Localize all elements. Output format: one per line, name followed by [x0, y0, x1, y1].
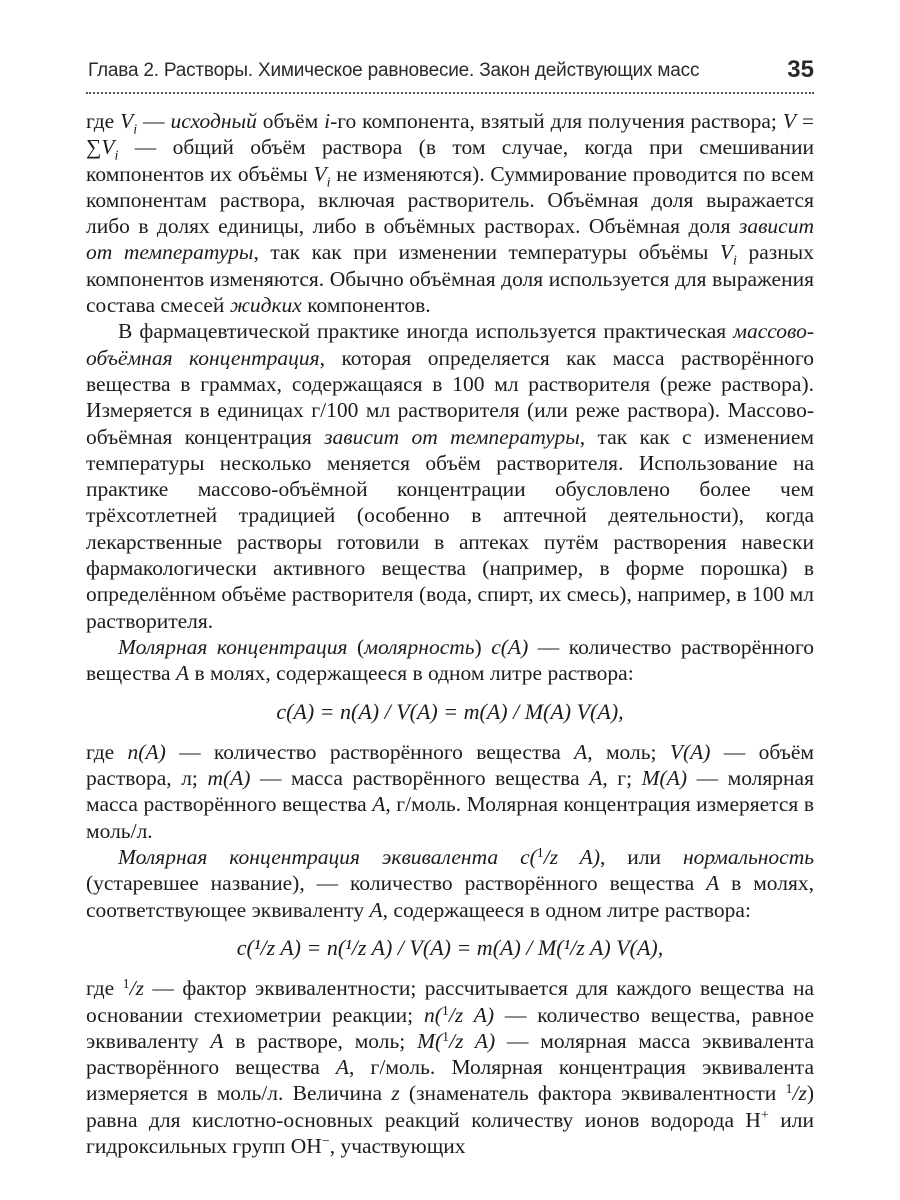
paragraph-equivalence-factor: где $^1$/z — фактор эквивалентности; рассчитывается для каждого вещества на основании стехиометрии реакции; n($^1$/z A) — количество вещества, равное эквиваленту A в растворе, моль; M($^1$/z A) — молярная масса эквивалента растворённого вещества A, г/моль. Молярная концентрация эквивалента измеряется в моль/л. Величина z (знаменатель фактора эквивалентности $^1$/z) равна для кислотно-основных реакций количеству ионов водорода H+ или гидроксильных групп OH−, участвующих — [86, 976, 815, 1158]
formula-molar-concentration: c(A) = n(A) / V(A) = m(A) / M(A) V(A), — [276, 698, 624, 724]
paragraph-molar-definitions: где n(A) — количество растворённого вещества A, моль; V(A) — объём раствора, л; m(A) — масса растворённого вещества A, г; M(A) — молярная масса растворённого вещества A, г/моль. Молярная концентрация измеряется в моль/л. — [86, 739, 814, 843]
paragraph-mass-volume: В фармацевтической практике иногда используется практическая массово-объёмная концентрация, которая определяется как масса растворённого вещества в граммах, содержащаяся в 100 мл растворителя (реже раствора). Измеряется в единицах г/100 мл растворителя (или реже раствора). Массово-объёмная концентрация зависит от температуры, так как с изменением температуры несколько меняется объём растворителя. Использование на практике массово-объёмной концентрации обусловлено более чем трёхсотлетней традицией (особенно в аптечной деятельности), когда лекарственные растворы готовили в аптеках путём растворения навески фармакологически активного вещества (например, в форме порошка) в определённом объёме растворителя (вода, спирт, их смесь), например, в 100 мл растворителя. — [86, 319, 814, 633]
paragraph-molar-concentration: Молярная концентрация (молярность) c(A) — количество растворённого вещества A в молях, содержащееся в одном литре раствора: — [86, 634, 814, 686]
running-header — [86, 52, 814, 94]
formula-equivalent-concentration: c(¹/z A) = n(¹/z A) / V(A) = m(A) / M(¹/z A) V(A), — [236, 934, 664, 960]
paragraph-volume-fraction: где $V_i$ — исходный объём i-го компонента, взятый для получения раствора; $V = \sum V_i$ — общий объём раствора (в том случае, когда при смешивании компонентов их объёмы $V_i$ не изменяются). Суммирование проводится по всем компонентам раствора, включая растворитель. Объёмная доля выражается либо в долях единицы, либо в объёмных растворах. Объёмная доля зависит от температуры, так как при изменении температуры объёмы $V_i$ разных компонентов изменяются. Обычно объёмная доля используется для выражения состава смесей жидких компонентов. — [86, 109, 815, 318]
paragraph-equivalent-concentration: Молярная концентрация эквивалента c($^1$/z A), или нормальность (устаревшее название), — количество растворённого вещества A в молях, соответствующее эквиваленту A, содержащееся в одном литре раствора: — [86, 845, 815, 922]
page-body — [86, 108, 814, 1159]
chapter-title: Глава 2. Растворы. Химическое равновесие. Закон действующих масс — [88, 60, 700, 81]
book-page — [86, 52, 814, 1159]
page-number: 35 — [787, 56, 814, 83]
